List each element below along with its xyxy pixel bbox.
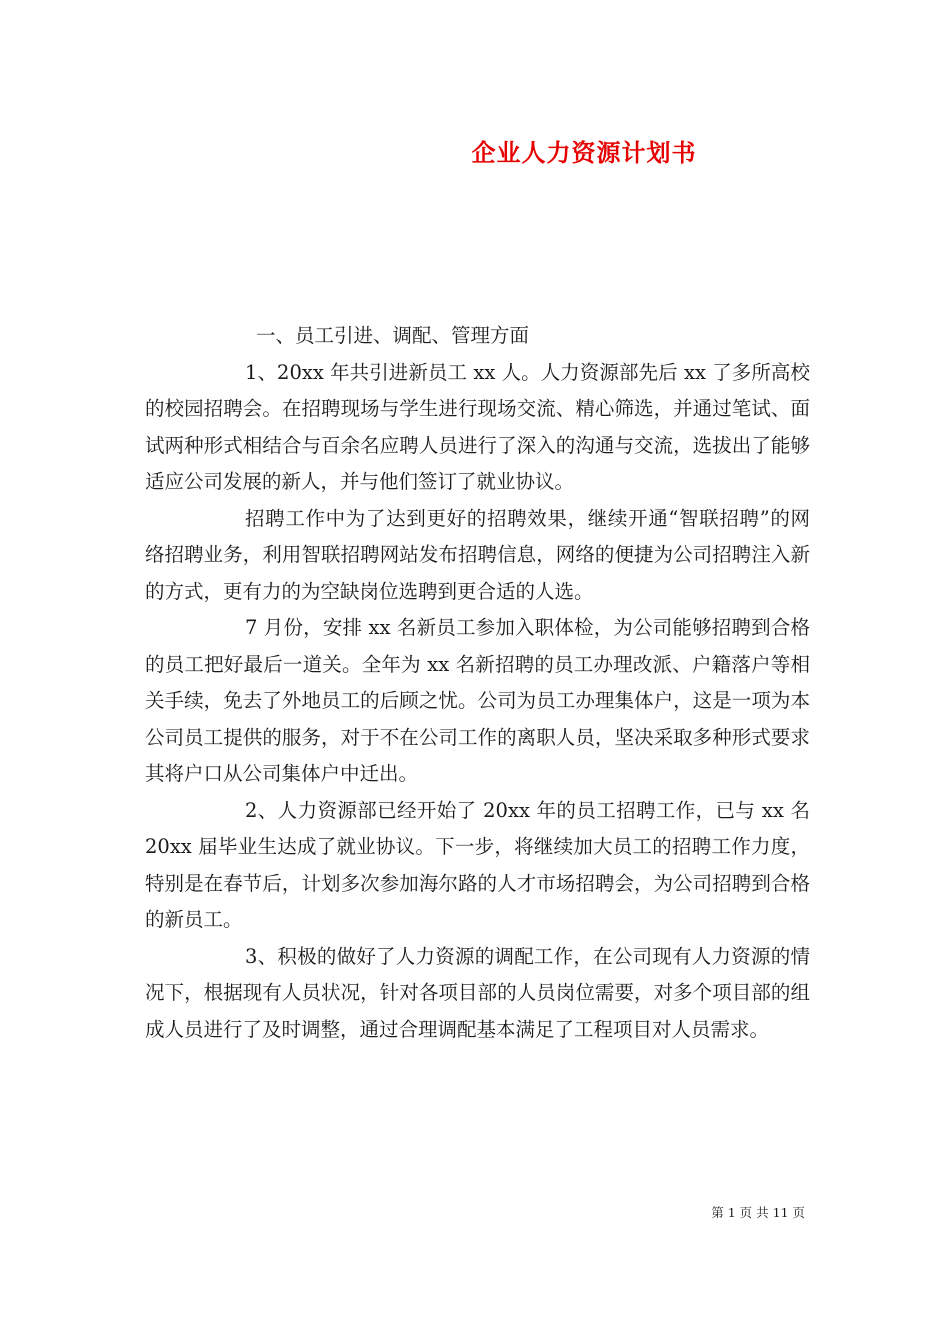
document-body xyxy=(145,318,810,1048)
paragraph-staff-allocation: 3、积极的做好了人力资源的调配工作，在公司现有人力资源的情况下，根据现有人员状况，针对各项目部的人员岗位需要，对多个项目部的组成人员进行了及时调整，通过合理调配基本满足了工程项目对人员需求。 xyxy=(145,944,810,1041)
paragraph-recruitment-plan: 2、人力资源部已经开始了 20xx 年的员工招聘工作，已与 xx 名 20xx 届毕业生达成了就业协议。下一步，将继续加大员工的招聘工作力度，特别是在春节后，计划多次参加海尔路的人才市场招聘会，为公司招聘到合格的新员工。 xyxy=(145,798,810,931)
paragraph-onboarding: 7 月份，安排 xx 名新员工参加入职体检，为公司能够招聘到合格的员工把好最后一道关。全年为 xx 名新招聘的员工办理改派、户籍落户等相关手续，免去了外地员工的后顾之忧。公司为员工办理集体户，这是一项为本公司员工提供的服务，对于不在公司工作的离职人员，坚决采取多种形式要求其将户口从公司集体户中迁出。 xyxy=(145,616,810,785)
paragraph-online-recruitment: 招聘工作中为了达到更好的招聘效果，继续开通“智联招聘”的网络招聘业务，利用智联招聘网站发布招聘信息，网络的便捷为公司招聘注入新的方式，更有力的为空缺岗位选聘到更合适的人选。 xyxy=(145,506,810,603)
document-title: 企业人力资源计划书 xyxy=(471,138,697,167)
paragraph-recruitment: 1、20xx 年共引进新员工 xx 人。人力资源部先后 xx 了多所高校的校园招聘会。在招聘现场与学生进行现场交流、精心筛选，并通过笔试、面试两种形式相结合与百余名应聘人员进行了深入的沟通与交流，选拔出了能够适应公司发展的新人，并与他们签订了就业协议。 xyxy=(145,360,810,493)
section-heading: 一、员工引进、调配、管理方面 xyxy=(256,324,530,347)
page-number: 第 1 页 共 11 页 xyxy=(711,1205,805,1220)
